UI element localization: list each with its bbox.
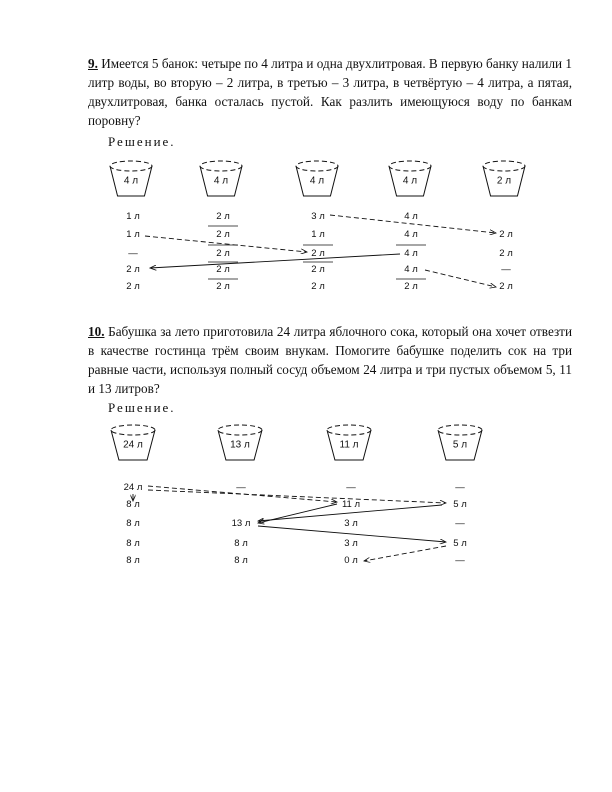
problem-9-cell-r2-c4: 4 л <box>404 229 418 240</box>
problem-10-cell-r4-c4: 5 л <box>453 538 467 549</box>
problem-9-cell-r3-c5: 2 л <box>499 248 513 259</box>
problem-10-cell-r1-c4: — <box>455 482 465 493</box>
problem-9-cell-r4-c5: — <box>501 264 511 275</box>
problem-9-cell-r4-c3: 2 л <box>311 264 325 275</box>
problem-10-cell-r5-c2: 8 л <box>234 555 248 566</box>
problem-10-diagram <box>111 425 482 566</box>
problem-10-number: 10. <box>88 324 105 339</box>
problem-9-cell-r1-c4: 4 л <box>404 211 418 222</box>
problem-9-cell-r4-c4: 4 л <box>404 264 418 275</box>
problem-9-jar-4 <box>389 161 431 196</box>
problem-9-cell-r1-c1: 1 л <box>126 211 140 222</box>
problem-10-cell-r5-c4: — <box>455 555 465 566</box>
problem-10-cell-r1-c3: — <box>346 482 356 493</box>
problem-9-cell-r5-c3: 2 л <box>311 281 325 292</box>
problem-10-jar-2 <box>218 425 262 460</box>
problem-10-arrow-4-to-3 <box>364 546 446 561</box>
problem-9-arrow-4-to-5 <box>425 270 496 287</box>
problem-9-jar-4-label: 4 л <box>402 175 418 187</box>
problem-10-jar-4-label: 5 л <box>452 439 468 451</box>
problem-10-arrow-1-to-4 <box>148 490 446 503</box>
problem-10-jar-3 <box>327 425 371 460</box>
problem-9-jar-3-label: 4 л <box>309 175 325 187</box>
problem-9-jar-1-label: 4 л <box>123 175 139 187</box>
problem-10-cell-r3-c1: 8 л <box>126 518 140 529</box>
problem-9-jar-2-label: 4 л <box>213 175 229 187</box>
problem-10-cell-r4-c2: 8 л <box>234 538 248 549</box>
problem-10-jar-2-label: 13 л <box>230 439 250 451</box>
problem-9-arrow-4-to-1 <box>150 254 400 268</box>
problem-9-cell-r4-c1: 2 л <box>126 264 140 275</box>
problem-9-cell-r5-c4: 2 л <box>404 281 418 292</box>
problem-10-cell-r5-c3: 0 л <box>344 555 358 566</box>
problem-10-jar-3-label: 11 л <box>339 439 359 451</box>
problem-10-cell-r5-c1: 8 л <box>126 555 140 566</box>
problem-10-cell-r1-c1: 24 л <box>123 482 143 493</box>
problem-9-cell-r3-c3: 2 л <box>311 248 325 259</box>
problem-9-jar-5-label: 2 л <box>496 175 512 187</box>
problem-10-cell-r3-c4: — <box>455 518 465 529</box>
problem-10-cell-r3-c2: 13 л <box>231 518 251 529</box>
problem-9-diagram <box>110 161 525 292</box>
problem-9-cell-r5-c5: 2 л <box>499 281 513 292</box>
problem-9-cell-r2-c3: 1 л <box>311 229 325 240</box>
problem-10-statement: Бабушка за лето приготовила 24 литра яблочного сока, который она хочет отвезти в качестве гостинца трём своим внукам. Помогите бабушке поделить сок на три равные части, используя полный сосуд объемом 24 литра и три пустых объемом 5, 11 и 13 литров? <box>88 324 572 396</box>
problem-9-cell-r2-c1: 1 л <box>126 229 140 240</box>
problem-10-jar-4 <box>438 425 482 460</box>
problem-9-jar-3 <box>296 161 338 196</box>
problem-10-cell-r2-c1: 8 л <box>126 499 140 510</box>
problem-10-cell-r3-c3: 3 л <box>344 518 358 529</box>
problem-9-number: 9. <box>88 56 98 71</box>
problem-9-cell-r5-c1: 2 л <box>126 281 140 292</box>
problem-9-statement: Имеется 5 банок: четыре по 4 литра и одна двухлитровая. В первую банку налили 1 литр воды, во вторую – 2 литра, в третью – 3 литра, в четвёртую – 4 литра, а пятая, двухлитровая, банка осталась пустой. Как разлить имеющуюся воду по банкам поровну? <box>88 56 572 128</box>
problem-10-cell-r1-c2: — <box>236 482 246 493</box>
problem-9-cell-r2-c5: 2 л <box>499 229 513 240</box>
problem-10-cell-r4-c1: 8 л <box>126 538 140 549</box>
problem-10-cell-r4-c3: 3 л <box>344 538 358 549</box>
problem-10-cell-r2-c4: 5 л <box>453 499 467 510</box>
problem-9-solution-label: Решение. <box>108 134 176 149</box>
problem-9-jar-5 <box>483 161 525 196</box>
problem-9-cell-r1-c3: 3 л <box>311 211 325 222</box>
problem-9-cell-r5-c2: 2 л <box>216 281 230 292</box>
problem-10-solution-label: Решение. <box>108 400 176 415</box>
problem-9-cell-r3-c1: — <box>128 248 138 259</box>
problem-10-arrow-3-to-2 <box>258 504 337 523</box>
problem-9-cell-r3-c4: 4 л <box>404 248 418 259</box>
problem-9-cell-r2-c2: 2 л <box>216 229 230 240</box>
problem-9-cell-r1-c2: 2 л <box>216 211 230 222</box>
problem-9-jar-1 <box>110 161 152 196</box>
problem-10-jar-1-label: 24 л <box>123 439 143 451</box>
problem-10-cell-r2-c3: 11 л <box>341 499 361 510</box>
problem-9-jar-2 <box>200 161 242 196</box>
problem-9-cell-r4-c2: 2 л <box>216 264 230 275</box>
problem-9-cell-r3-c2: 2 л <box>216 248 230 259</box>
problem-10-jar-1 <box>111 425 155 460</box>
